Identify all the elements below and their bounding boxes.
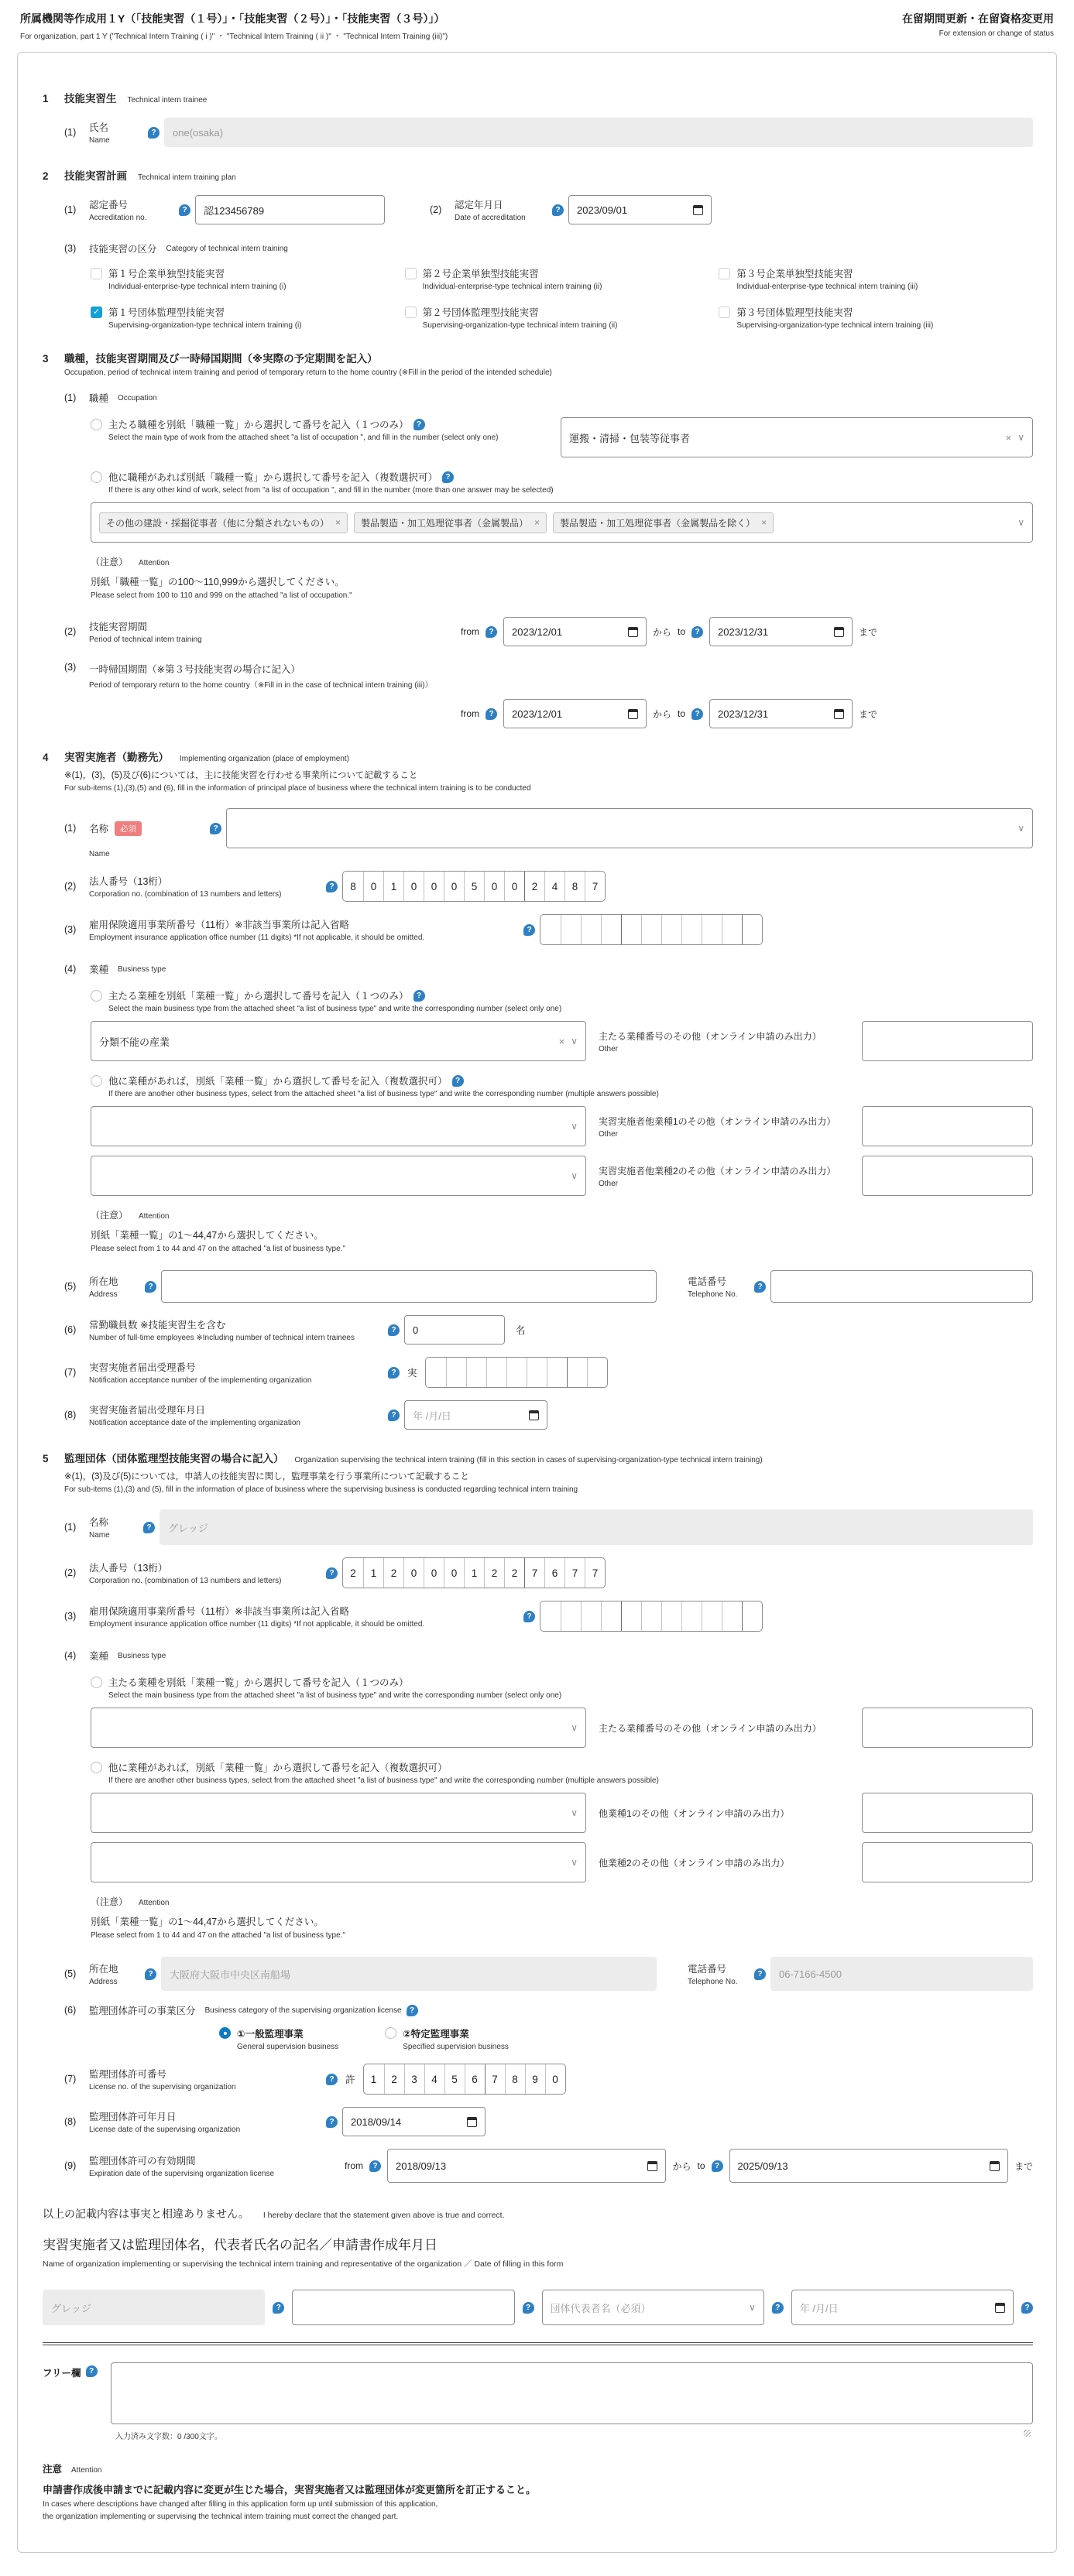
- occupation-tag: 製品製造・加工処理従事者（金属製品を除く） ×: [553, 512, 774, 533]
- phone-input[interactable]: [770, 1270, 1033, 1303]
- calendar-icon[interactable]: [834, 627, 844, 637]
- address-input[interactable]: [161, 1270, 657, 1303]
- char-count: 入力済み文字数：0 /300文字。: [115, 2433, 222, 2441]
- help-icon[interactable]: ?: [523, 2302, 534, 2314]
- supervisor-name-field: グレッジ: [160, 1509, 1033, 1545]
- accreditation-no-input[interactable]: 認123456789: [195, 195, 385, 224]
- org-name-label: 名称: [89, 824, 109, 834]
- digit-box[interactable]: 9: [525, 2064, 545, 2094]
- digit-box[interactable]: [506, 1358, 527, 1387]
- form-title: 所属機関等作成用１Y（「技能実習（１号）」・「技能実習（２号）」・「技能実習（３号）」）: [20, 12, 445, 25]
- occupation-note: （注意） Attention 別紙「職種一覧」の100～110,999から選択してください。 Please select from 100 to 110 and 999 on the attached "a list of occupation.": [91, 557, 352, 600]
- free-text-area[interactable]: [111, 2362, 1033, 2424]
- help-icon[interactable]: ?: [273, 2302, 284, 2314]
- digit-box[interactable]: [661, 1601, 681, 1631]
- org-name-select[interactable]: [226, 808, 1033, 848]
- digit-box[interactable]: [722, 1601, 742, 1631]
- signature-title-en: Name of organization implementing or supervising the technical intern training and representative of the organization ／ Date of filling in this form: [43, 2259, 564, 2269]
- other-occupation-radio[interactable]: [91, 471, 102, 483]
- checkbox[interactable]: [405, 307, 417, 318]
- help-icon[interactable]: ?: [369, 2160, 381, 2172]
- accreditation-date-input[interactable]: 2023/09/01: [568, 195, 712, 224]
- digit-box[interactable]: 2: [524, 872, 544, 901]
- license-period-from-input[interactable]: 2018/09/13: [387, 2149, 666, 2183]
- help-icon[interactable]: ?: [486, 626, 497, 638]
- insurance-no-label: 雇用保険適用事業所番号（11桁）※非該当事業所は記入省略: [89, 920, 349, 930]
- checkbox[interactable]: [405, 268, 417, 279]
- occupation-tag: その他の建設・採掘従事者（他に分類されないもの） ×: [99, 512, 348, 533]
- help-icon[interactable]: ?: [523, 1611, 535, 1622]
- form-body: [17, 52, 1057, 2553]
- help-icon[interactable]: ?: [388, 1367, 400, 1379]
- corp-no-boxes: [342, 871, 606, 902]
- checkbox[interactable]: [91, 268, 102, 279]
- help-icon[interactable]: ?: [691, 626, 703, 638]
- main-business-select[interactable]: 分類不能の産業 × ∨: [91, 1021, 586, 1061]
- corp-no-label: 法人番号（13桁）: [89, 876, 168, 887]
- supervisor-main-business-radio[interactable]: [91, 1677, 102, 1688]
- digit-box[interactable]: [547, 1358, 567, 1387]
- supervisor-address-field: 大阪府大阪市中央区南船場: [161, 1957, 657, 1991]
- supervisor-address-label: 所在地: [89, 1964, 118, 1975]
- supervisor-corp-no-boxes: [342, 1557, 606, 1588]
- remove-tag-icon[interactable]: ×: [534, 517, 540, 528]
- supervisor-corp-no-label: 法人番号（13桁）: [89, 1563, 168, 1574]
- digit-box[interactable]: 0: [424, 1558, 444, 1588]
- help-icon[interactable]: ?: [552, 204, 564, 216]
- form-title-en: For organization, part 1 Y ("Technical Intern Training ( i )" ・ "Technical Intern Training ( ii )" ・ "Technical Intern Training (iii)"): [20, 33, 448, 41]
- chevron-down-icon[interactable]: ∨: [1017, 823, 1024, 834]
- other-business2-other-input[interactable]: [862, 1156, 1033, 1196]
- occupation-tag: 製品製造・加工処理従事者（金属製品） ×: [354, 512, 547, 533]
- calendar-icon[interactable]: [529, 1410, 539, 1420]
- calendar-icon[interactable]: [693, 205, 703, 215]
- digit-box[interactable]: [446, 1358, 466, 1387]
- help-icon[interactable]: ?: [712, 2160, 723, 2172]
- digit-box[interactable]: [742, 915, 762, 944]
- digit-box[interactable]: 6: [544, 1558, 564, 1588]
- digit-box[interactable]: [601, 915, 621, 944]
- digit-box[interactable]: 0: [545, 2064, 565, 2094]
- digit-box[interactable]: 0: [403, 1558, 424, 1588]
- section-title: 実習実施者（勤務先）: [64, 752, 169, 763]
- digit-box[interactable]: 1: [363, 1558, 383, 1588]
- supervisor-insurance-no-label: 雇用保険適用事業所番号（11桁）※非該当事業所は記入省略: [89, 1606, 349, 1617]
- remove-tag-icon[interactable]: ×: [761, 517, 767, 528]
- temporary-return-label: 一時帰国期間（※第３号技能実習の場合に記入）: [89, 664, 300, 675]
- digit-box[interactable]: [581, 1601, 601, 1631]
- chevron-down-icon[interactable]: ∨: [571, 1857, 578, 1868]
- help-icon[interactable]: ?: [326, 1567, 338, 1579]
- accreditation-date-label: 認定年月日: [455, 200, 503, 211]
- other-business-radio[interactable]: [91, 1075, 102, 1087]
- trainee-name-field: one(osaka): [164, 118, 1033, 147]
- chevron-down-icon[interactable]: ∨: [571, 1807, 578, 1818]
- checkbox[interactable]: [719, 268, 730, 279]
- digit-box[interactable]: [486, 1358, 506, 1387]
- form-purpose-en: For extension or change of status: [938, 29, 1054, 38]
- section-training-plan: 2 技能実習計画 Technical intern training plan (1) 認定番号 Accreditation no. ? 認123456789 (2) 認定年月日 Date of accreditation ? 2023/09/01 (3) 技能実習の区分 Category of technical intern training 第１号企業単独型技能実習 Individual-enterprise-type technical intern training (i) 第２号企業単独型技能実習 Individual-enterprise-type technical intern training (ii) 第３号企業単独型技能実習 Individual-enterprise-type technical intern training (iii) ✓ 第１号団体監理型技能実習 Supervising-organization-type technical intern training (i) 第２号団体監理型技能実習 Supervising-organization-type technical intern training (ii) 第３号団体監理型技能実習 Supervising-organization-type technical intern training (iii): [43, 167, 1033, 330]
- section-supervising-org: 5 監理団体（団体監理型技能実習の場合に記入） Organization supervising the technical intern training (fill in this section in cases of supervising-organization-type technical intern training) ※(1)，(3)及び(5)については，申請人の技能実習に関し，監理事業を行う事業所について記載すること For sub-items (1),(3) and (5), fill in the information of place of business where the supervising business is conducted regarding technical intern training (1) 名称 Name ? グレッジ (2) 法人番号（13桁） Corporation no. (combination of 13 numbers and letters) ? 2 1 2 0 0 0 1 2 2 7 6 7 7 (3) 雇用保険適用事業所番号（11桁）※非該当事業所は記入省略 Employment insurance application office number (11 digits) *If not applicable, it should be omitted. ? (4) 業種 Business type 主たる業種を別紙「業種一覧」から選択して番号を記入（１つのみ） Select the main business type from the attached sheet "a list of business type" and write the corresponding number (select only one) ∨ 主たる業種番号のその他（オンライン申請のみ出力） 他に業種があれば，別紙「業種一覧」から選択して番号を記入（複数選択可） If there are another other business types, select from the attached sheet "a list of business type" and write the corresponding number (multiple answers possible) ∨ 他業種1のその他（オンライン申請のみ出力） ∨ 他業種2のその他（オンライン申請のみ出力） （注意） Attention 別紙「業種一覧」の1～44,47から選択してください。 Please select from 1 to 44 and 47 on the attached "a list of business type." (5) 所在地 Address ? 大阪府大阪市中央区南船場 電話番号 Telephone No. ? 06-7166-4500 (6) 監理団体許可の事業区分 Business category of the supervising organization license ? ①一般監理事業 General supervision business ②特定監理事業 Specified supervision business (7) 監理団体許可番号 License no. of the supervising organization ? 許 1 2 3 4 5 6 7 8 9 0 (8) 監理団体許可年月日 License date of the supervising organization ? 2018/09/14 (9) 監理団体許可の有効期間 Expiration date of the supervising organization license from ? 2018/09/13 から to ? 2025/09/13 まで: [43, 1450, 1033, 2183]
- address-label: 所在地: [89, 1276, 118, 1287]
- main-business-other-input[interactable]: [862, 1021, 1033, 1061]
- digit-box[interactable]: 7: [585, 1558, 605, 1588]
- digit-box[interactable]: 1: [383, 872, 403, 901]
- category-option: 第１号企業単独型技能実習 Individual-enterprise-type technical intern training (i): [91, 266, 405, 291]
- help-icon[interactable]: ?: [148, 127, 160, 139]
- section-number: 1: [43, 93, 49, 104]
- help-icon[interactable]: ?: [1021, 2302, 1033, 2314]
- item-number: (1): [64, 127, 77, 138]
- business-note: （注意） Attention 別紙「業種一覧」の1～44,47から選択してください。 Please select from 1 to 44 and 47 on the attached "a list of business type.": [91, 1210, 345, 1253]
- digit-box[interactable]: 0: [424, 872, 444, 901]
- other-business1-select[interactable]: [91, 1106, 586, 1146]
- occupation-label: 職種: [89, 393, 109, 404]
- section-occupation-period: 3 職種，技能実習期間及び一時帰国期間（※実際の予定期間を記入） Occupation, period of technical intern training and period of temporary return to the home country (※Fill in the period of the intended schedule) (1) 職種 Occupation 主たる職種を別紙「職種一覧」から選択して番号を記入（１つのみ） ? Select the main type of work from the attached sheet "a list of occupation ", and fill in the number (select only one) 運搬・清掃・包装等従事者 × ∨ 他に職種があれば別紙「職種一覧」から選択して番号を記入（複数選択可） ? If there is any other kind of work, select from "a list of occupation ", and fill in the number (more than one answer may be selected) その他の建設・採掘従事者（他に分類されないもの） × 製品製造・加工処理従事者（金属製品） × 製品製造・加工処理従事者（金属製品を除く） × ∨ （注意） Attention 別紙「職種一覧」の100～110,999から選択してください。 Please select from 100 to 110 and 999 on the attached "a list of occupation." (2) 技能実習期間 Period of technical intern training from ? 2023/12/01 から to ? 2023/12/31 まで (3) 一時帰国期間（※第３号技能実習の場合に記入） Period of temporary return to the home country（※Fill in in the case of technical intern training (iii)） from ? 2023/12/01 から to ? 2023/12/31 まで: [43, 350, 1033, 728]
- supervisor-main-business-select[interactable]: [91, 1708, 586, 1748]
- digit-box[interactable]: [621, 915, 641, 944]
- supervisor-other-business1-other-input[interactable]: [862, 1793, 1033, 1833]
- signature-org-field: グレッジ: [43, 2290, 265, 2325]
- help-icon[interactable]: ?: [179, 204, 190, 216]
- chevron-down-icon[interactable]: ∨: [748, 2302, 756, 2313]
- help-icon[interactable]: ?: [452, 1075, 464, 1087]
- chevron-down-icon[interactable]: ∨: [1017, 517, 1024, 528]
- section-title: 監理団体（団体監理型技能実習の場合に記入）: [64, 1453, 284, 1464]
- license-no-boxes: [363, 2064, 566, 2095]
- digit-box[interactable]: 0: [484, 872, 504, 901]
- business-type-label: 業種: [89, 964, 109, 975]
- help-icon[interactable]: ?: [413, 419, 425, 430]
- digit-box[interactable]: [641, 915, 661, 944]
- digit-box[interactable]: [681, 1601, 702, 1631]
- notification-no-label: 実習実施者届出受理番号: [89, 1362, 196, 1373]
- help-icon[interactable]: ?: [86, 2365, 98, 2377]
- remove-tag-icon[interactable]: ×: [335, 517, 341, 528]
- resize-handle-icon[interactable]: [1024, 2430, 1031, 2437]
- digit-box[interactable]: 0: [444, 1558, 464, 1588]
- signature-name-input[interactable]: [292, 2290, 514, 2325]
- calendar-icon[interactable]: [990, 2161, 1000, 2171]
- digit-box[interactable]: [621, 1601, 641, 1631]
- calendar-icon[interactable]: [995, 2303, 1005, 2313]
- digit-box[interactable]: [722, 915, 742, 944]
- digit-box[interactable]: 4: [544, 872, 564, 901]
- other-business2-select[interactable]: [91, 1156, 586, 1196]
- digit-box[interactable]: 5: [464, 872, 484, 901]
- digit-box[interactable]: [742, 1601, 762, 1631]
- digit-box[interactable]: 2: [350, 1567, 356, 1579]
- digit-box[interactable]: 1: [370, 2073, 377, 2085]
- digit-box[interactable]: 5: [444, 2064, 465, 2094]
- notification-date-label: 実習実施者届出受理年月日: [89, 1405, 206, 1416]
- category-label: 技能実習の区分: [89, 244, 157, 255]
- digit-box[interactable]: [702, 1601, 722, 1631]
- declaration-jp: 以上の記載内容は事実と相違ありません。: [43, 2208, 249, 2220]
- help-icon[interactable]: ?: [145, 1281, 156, 1293]
- chevron-down-icon[interactable]: ∨: [571, 1722, 578, 1733]
- accreditation-no-label: 認定番号: [89, 200, 129, 211]
- help-icon[interactable]: ?: [388, 1410, 400, 1421]
- divider: [43, 2342, 1033, 2345]
- supervisor-other-business2-other-input[interactable]: [862, 1842, 1033, 1882]
- section-implementing-org: 4 実習実施者（勤務先） Implementing organization (place of employment) ※(1)，(3)，(5)及び(6)については，主に技能実習を行わせる事業所について記載すること For sub-items (1),(3),(5) and (6), fill in the information of principal place of business where the technical intern training is to be conducted (1) 名称 必須 ? ∨ Name (2) 法人番号（13桁） Corporation no. (combination of 13 numbers and letters) ? 8 0 1 0 0 0 5 0 0 2 4 8 7 (3) 雇用保険適用事業所番号（11桁）※非該当事業所は記入省略 Employment insurance application office number (11 digits) *If not applicable, it should be omitted. ? (4) 業種 Business type 主たる業種を別紙「業種一覧」から選択して番号を記入（１つのみ） ? Select the main business type from the attached sheet "a list of business type" and write the corresponding number (select only one) 分類不能の産業 × ∨ 主たる業種番号のその他（オンライン申請のみ出力） Other 他に業種があれば，別紙「業種一覧」から選択して番号を記入（複数選択可） ? If there are another other business types, select from the attached sheet "a list of business type" and write the corresponding number (multiple answers possible) ∨ 実習実施者他業種1のその他（オンライン申請のみ出力） Other ∨ 実習実施者他業種2のその他（オンライン申請のみ出力） Other （注意） Attention 別紙「業種一覧」の1～44,47から選択してください。 Please select from 1 to 44 and 47 on the attached "a list of business type." (5) 所在地 Address ? 電話番号 Telephone No. ? (6) 常勤職員数 ※技能実習生を含む Number of full-time employees ※Including number of technical intern trainees ? 0 名 (7) 実習実施者届出受理番号 Notification acceptance number of the implementing organization ? 実 (8) 実習実施者届出受理年月日 Notification acceptance date of the implementing organization ? 年 /月/日: [43, 748, 1033, 1430]
- calendar-icon[interactable]: [647, 2161, 657, 2171]
- free-field-label: フリー欄: [43, 2368, 81, 2379]
- checkbox[interactable]: [91, 307, 102, 318]
- digit-box[interactable]: [540, 1601, 561, 1631]
- section-trainee: 1 技能実習生 Technical intern trainee (1) 氏名 Name ? one(osaka): [43, 90, 1033, 147]
- training-period-from-input[interactable]: 2023/12/01: [503, 617, 647, 646]
- digit-box[interactable]: 4: [424, 2064, 444, 2094]
- digit-box[interactable]: 2: [384, 2064, 404, 2094]
- employees-label: 常勤職員数 ※技能実習生を含む: [89, 1320, 226, 1331]
- help-icon[interactable]: ?: [326, 2074, 338, 2085]
- digit-box[interactable]: 8: [505, 2064, 525, 2094]
- category-grid: [91, 266, 1033, 330]
- digit-box[interactable]: [466, 1358, 486, 1387]
- category-option: 第３号団体監理型技能実習 Supervising-organization-type technical intern training (iii): [719, 305, 1033, 330]
- section-title: 職種，技能実習期間及び一時帰国期間（※実際の予定期間を記入）: [64, 353, 378, 365]
- declaration-en: I hereby declare that the statement given above is true and correct.: [262, 2211, 505, 2220]
- help-icon[interactable]: ?: [145, 1968, 156, 1980]
- phone-label: 電話番号: [688, 1276, 727, 1287]
- chevron-down-icon[interactable]: ∨: [571, 1036, 578, 1046]
- digit-box[interactable]: 7: [564, 1558, 585, 1588]
- checkbox[interactable]: [719, 307, 730, 318]
- representative-select[interactable]: 団体代表者名（必須） ∨: [542, 2290, 764, 2325]
- help-icon[interactable]: ?: [210, 823, 221, 834]
- digit-box[interactable]: [567, 1358, 587, 1387]
- help-icon[interactable]: ?: [326, 2116, 338, 2128]
- digit-box[interactable]: [561, 1601, 581, 1631]
- digit-box[interactable]: [702, 915, 722, 944]
- license-date-input[interactable]: 2018/09/14: [342, 2107, 486, 2136]
- section-title-en: Technical intern trainee: [127, 96, 208, 104]
- digit-box[interactable]: [426, 1358, 446, 1387]
- help-icon[interactable]: ?: [407, 2005, 418, 2016]
- calendar-icon[interactable]: [628, 627, 638, 637]
- category-option: ✓ 第１号団体監理型技能実習 Supervising-organization-type technical intern training (i): [91, 305, 405, 330]
- digit-box[interactable]: 0: [504, 872, 524, 901]
- digit-box[interactable]: 2: [383, 1558, 403, 1588]
- category-option: 第３号企業単独型技能実習 Individual-enterprise-type technical intern training (iii): [719, 266, 1033, 291]
- help-icon[interactable]: ?: [413, 990, 425, 1002]
- calendar-icon[interactable]: [628, 709, 638, 719]
- main-occupation-select[interactable]: 運搬・清掃・包装等従事者 × ∨: [561, 417, 1033, 457]
- temporary-return-from-input[interactable]: 2023/12/01: [503, 699, 647, 728]
- help-icon[interactable]: ?: [486, 708, 497, 720]
- digit-box[interactable]: [527, 1358, 547, 1387]
- specified-supervision-radio[interactable]: [385, 2027, 396, 2039]
- declaration: [43, 2206, 1033, 2441]
- license-period-label: 監理団体許可の有効期間: [89, 2156, 196, 2167]
- insurance-no-boxes: [540, 914, 763, 945]
- main-business-radio[interactable]: [91, 990, 102, 1002]
- supervisor-other-business2-select[interactable]: [91, 1842, 586, 1882]
- main-occupation-radio[interactable]: [91, 419, 102, 430]
- chevron-down-icon[interactable]: ∨: [1017, 432, 1024, 443]
- fill-date-input[interactable]: 年 /月/日: [791, 2290, 1014, 2325]
- help-icon[interactable]: ?: [326, 881, 338, 892]
- help-icon[interactable]: ?: [691, 708, 703, 720]
- category-option: 第２号企業単独型技能実習 Individual-enterprise-type technical intern training (ii): [405, 266, 719, 291]
- help-icon[interactable]: ?: [143, 1522, 155, 1533]
- license-date-label: 監理団体許可年月日: [89, 2112, 177, 2122]
- general-supervision-radio[interactable]: [219, 2027, 231, 2039]
- digit-box[interactable]: 8: [564, 872, 585, 901]
- clear-icon[interactable]: ×: [558, 1035, 565, 1047]
- supervisor-insurance-no-boxes: [540, 1601, 763, 1632]
- license-period-to-input[interactable]: 2025/09/13: [729, 2149, 1008, 2183]
- other-occupation-multiselect[interactable]: [91, 502, 1033, 543]
- supervisor-other-business-radio[interactable]: [91, 1762, 102, 1773]
- supervisor-business-note: （注意） Attention 別紙「業種一覧」の1～44,47から選択してください。 Please select from 1 to 44 and 47 on the attached "a list of business type.": [91, 1896, 345, 1940]
- supervisor-phone-label: 電話番号: [688, 1964, 727, 1975]
- help-icon[interactable]: ?: [388, 1324, 400, 1336]
- chevron-down-icon[interactable]: ∨: [571, 1170, 578, 1181]
- license-category-label: 監理団体許可の事業区分: [89, 2006, 196, 2016]
- signature-title: 実習実施者又は監理団体名，代表者氏名の記名／申請書作成年月日: [43, 2238, 437, 2252]
- notification-no-boxes: [425, 1357, 608, 1388]
- supervisor-main-business-other-input[interactable]: [862, 1708, 1033, 1748]
- employees-input[interactable]: 0: [404, 1315, 505, 1345]
- digit-box[interactable]: 7: [524, 1558, 544, 1588]
- trainee-name-label: 氏名: [89, 122, 109, 133]
- digit-box[interactable]: 7: [585, 872, 605, 901]
- section-title: 技能実習生: [64, 93, 117, 104]
- help-icon[interactable]: ?: [754, 1281, 766, 1293]
- digit-box[interactable]: [587, 1358, 607, 1387]
- help-icon[interactable]: ?: [523, 924, 535, 936]
- training-period-to-input[interactable]: 2023/12/31: [709, 617, 853, 646]
- help-icon[interactable]: ?: [442, 471, 454, 483]
- help-icon[interactable]: ?: [772, 2302, 784, 2314]
- license-no-label: 監理団体許可番号: [89, 2069, 167, 2080]
- digit-box[interactable]: 2: [504, 1558, 524, 1588]
- digit-box[interactable]: [540, 915, 561, 944]
- digit-box[interactable]: [581, 915, 601, 944]
- calendar-icon[interactable]: [467, 2117, 477, 2127]
- digit-box[interactable]: 2: [484, 1558, 504, 1588]
- required-badge: 必須: [115, 821, 142, 836]
- clear-icon[interactable]: ×: [1005, 431, 1012, 444]
- digit-box[interactable]: 0: [403, 872, 424, 901]
- digit-box[interactable]: [561, 915, 581, 944]
- supervisor-name-label: 名称: [89, 1517, 109, 1528]
- digit-box[interactable]: 0: [363, 872, 383, 901]
- calendar-icon[interactable]: [834, 709, 844, 719]
- digit-box[interactable]: 0: [444, 872, 464, 901]
- section-title: 技能実習計画: [64, 170, 127, 182]
- training-period-label: 技能実習期間: [89, 622, 148, 632]
- digit-box[interactable]: [601, 1601, 621, 1631]
- temporary-return-to-input[interactable]: 2023/12/31: [709, 699, 853, 728]
- chevron-down-icon[interactable]: ∨: [571, 1121, 578, 1132]
- digit-box[interactable]: 8: [350, 880, 356, 892]
- digit-box[interactable]: [681, 915, 702, 944]
- digit-box[interactable]: [641, 1601, 661, 1631]
- other-business1-other-input[interactable]: [862, 1106, 1033, 1146]
- digit-box[interactable]: [661, 915, 681, 944]
- supervisor-phone-field: 06-7166-4500: [770, 1957, 1033, 1991]
- digit-box[interactable]: 6: [465, 2064, 485, 2094]
- supervisor-business-type-label: 業種: [89, 1651, 109, 1662]
- notification-date-input[interactable]: 年 /月/日: [404, 1400, 547, 1430]
- digit-box[interactable]: 1: [464, 1558, 484, 1588]
- category-option: 第２号団体監理型技能実習 Supervising-organization-type technical intern training (ii): [405, 305, 719, 330]
- form-purpose: 在留期間更新・在留資格変更用: [902, 12, 1054, 25]
- digit-box[interactable]: 3: [404, 2064, 424, 2094]
- page-header: [17, 11, 1057, 41]
- bottom-attention: 注意 Attention 申請書作成後申請までに記載内容に変更が生じた場合，実習実施者又は監理団体が変更箇所を訂正すること。 In cases where descriptions have changed after filling in this application form up until submission of this application, the organization implementing or supervising the technical intern training must correct the changed part.: [43, 2464, 537, 2521]
- supervisor-other-business1-select[interactable]: [91, 1793, 586, 1833]
- help-icon[interactable]: ?: [754, 1968, 766, 1980]
- digit-box[interactable]: 7: [485, 2064, 505, 2094]
